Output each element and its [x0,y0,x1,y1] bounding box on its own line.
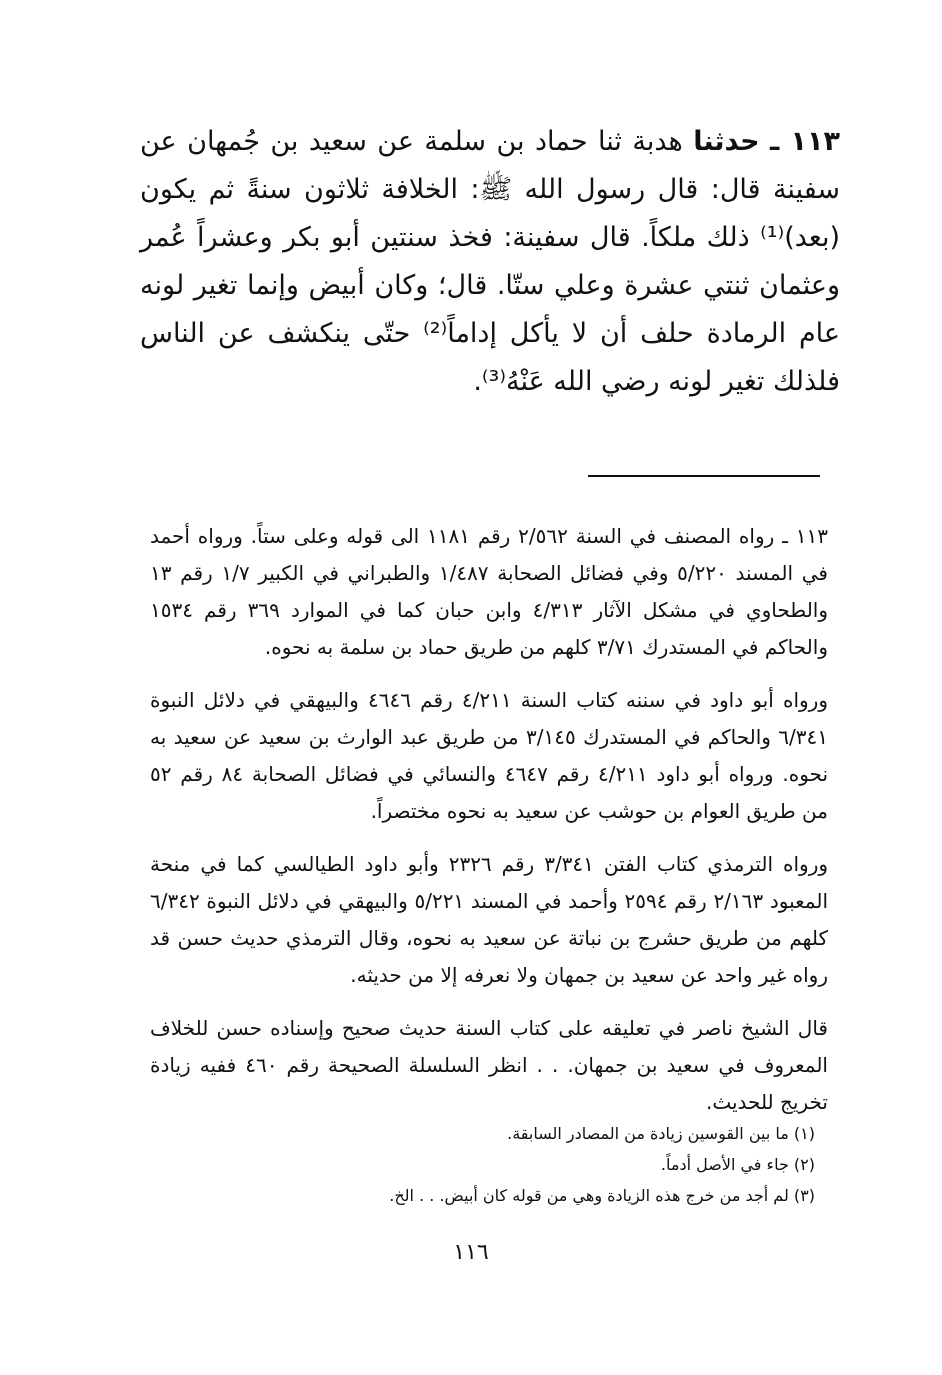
footnote-separator [588,475,820,477]
hadith-text-block [140,118,840,406]
takhrij-paragraph-3: ورواه الترمذي كتاب الفتن ٣/٣٤١ رقم ٢٣٢٦ وأبو داود الطيالسي كما في منحة المعبود ٢/١٦٣ رقم ٢٥٩٤ وأحمد في المسند ٥/٢٢١ والبيهقي في دلائل النبوة ٦/٣٤٢ كلهم من طريق حشرج بن نباتة عن سعيد به نحوه، وقال الترمذي حديث حسن قد رواه غير واحد عن سعيد بن جمهان ولا نعرفه إلا من حديثه. [150,852,829,987]
hadith-body: هدبة ثنا حماد بن سلمة عن سعيد بن جُمهان عن سفينة قال: قال رسول الله ﷺ: الخلافة ثلاثون سنةً ثم يكون (بعد)⁽¹⁾ ذلك ملكاً. قال سفينة: فخذ سنتين أبو بكر وعشراً عُمر وعثمان ثنتي عشرة وعلي ستّا. قال؛ وكان أبيض وإنما تغير لونه عام الرمادة حلف أن لا يأكل إداماً⁽²⁾ حتّى ينكشف عن الناس فلذلك تغير لونه رضي الله عَنْهُ⁽³⁾. [140,126,841,397]
hadith-paragraph [140,118,840,406]
footnote-item: (١) ما بين القوسين زيادة من المصادر السابقة. [507,1124,815,1143]
footnote-item: (٢) جاء في الأصل أدماً. [660,1155,815,1174]
hadith-number: ١١٣ ـ [770,126,840,157]
takhrij-paragraph-4: قال الشيخ ناصر في تعليقه على كتاب السنة حديث صحيح وإسناده حسن للخلاف المعروف في سعيد بن جمهان. . . انظر السلسلة الصحيحة رقم ٤٦٠ ففيه زيادة تخريج للحديث. [150,1016,828,1114]
page-number: ١١٦ [453,1240,489,1265]
footnote-item: (٣) لم أجد من خرج هذه الزيادة وهي من قوله كان أبيض. . . الخ. [389,1186,815,1205]
takhrij-paragraph-2: ورواه أبو داود في سننه كتاب السنة ٤/٢١١ رقم ٤٦٤٦ والبيهقي في دلائل النبوة ٦/٣٤١ والحاكم في المستدرك ٣/١٤٥ من طريق عبد الوارث بن سعيد عن سعيد به نحوه. ورواه أبو داود ٤/٢١١ رقم ٤٦٤٧ والنسائي في فضائل الصحابة ٨٤ رقم ٥٢ من طريق العوام بن حوشب عن سعيد به نحوه مختصراً. [150,688,829,823]
footnotes-list [300,1118,815,1211]
takhrij-paragraph-1: ١١٣ ـ رواه المصنف في السنة ٢/٥٦٢ رقم ١١٨١ الى قوله وعلى ستاً. ورواه أحمد في المسند ٥/٢٢٠ وفي فضائل الصحابة ١/٤٨٧ والطبراني في الكبير ١/٧ رقم ١٣ والطحاوي في مشكل الآثار ٤/٣١٣ وابن حبان كما في الموارد ٣٦٩ رقم ١٥٣٤ والحاكم في المستدرك ٣/٧١ كلهم من طريق حماد بن سلمة به نحوه. [150,524,829,659]
takhrij-notes [150,518,828,1137]
hadith-lead-word: حدثنا [693,126,760,157]
